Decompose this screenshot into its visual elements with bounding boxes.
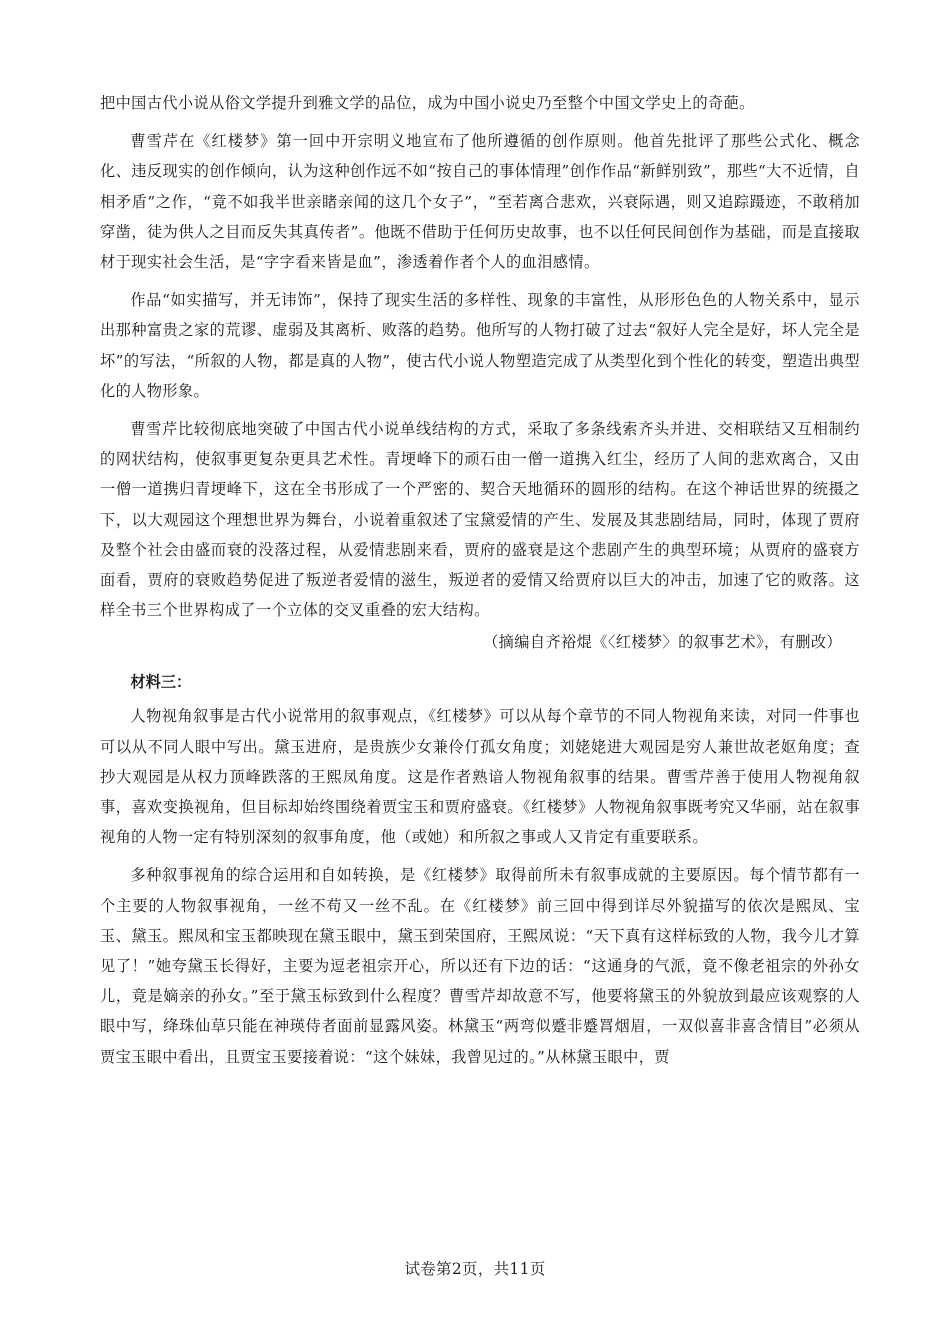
paragraph-network-structure: 曹雪芹比较彻底地突破了中国古代小说单线结构的方式，采取了多条线索齐头并进、交相联结又互相制约的网状结构，使叙事更复杂更具艺术性。青埂峰下的顽石由一僧一道携入红尘，经历了人间的悲欢离合，又由一僧一道携归青埂峰下，这在全书形成了一个严密的、契合天地循环的圆形的结构。在这个神话世界的统摄之下，以大观园这个理想世界为舞台，小说着重叙述了宝黛爱情的产生、发展及其悲剧结局，同时，体现了贾府及整个社会由盛而衰的没落过程，从爱情悲剧来看，贾府的盛衰是这个悲剧产生的典型环境；从贾府的盛衰方面看，贾府的衰败趋势促进了叛逆者爱情的滋生，叛逆者的爱情又给贾府以巨大的冲击，加速了它的败落。这样全书三个世界构成了一个立体的交叉重叠的宏大结构。 [100,420,860,620]
source-citation: （摘编自齐裕焜《〈红楼梦〉的叙事艺术》，有删改） [483,633,842,652]
document-body [100,88,860,1072]
paragraph-multiple-perspectives: 多种叙事视角的综合运用和自如转换，是《红楼梦》取得前所未有叙事成就的主要原因。每个情节都有一个主要的人物叙事视角，一丝不苟又一丝不乱。在《红楼梦》前三回中得到详尽外貌描写的依次是熙凤、宝玉、黛玉。熙凤和宝玉都映现在黛玉眼中，黛玉到荣国府，王熙凤说：“天下真有这样标致的人物，我今儿才算见了！”她夸黛玉长得好，主要为逗老祖宗开心，所以还有下边的话：“这通身的气派，竟不像老祖宗的外孙女儿，竟是嫡亲的孙女。”至于黛玉标致到什么程度？曹雪芹却故意不写，他要将黛玉的外貌放到最应该观察的人眼中写，绛珠仙草只能在神瑛侍者面前显露风姿。林黛玉“两弯似蹙非蹙罥烟眉，一双似喜非喜含情目”必须从贾宝玉眼中看出，且贾宝玉要接着说：“这个妹妹，我曾见过的。”从林黛玉眼中，贾 [100,866,860,1066]
section-title-material-three: 材料三： [130,673,192,692]
page-footer: 试卷第2页，共11页 [404,1260,546,1278]
paragraph-continuation: 把中国古代小说从俗文学提升到雅文学的品位，成为中国小说史乃至整个中国文学史上的奇葩。 [100,94,755,112]
paragraph-realistic-depiction: 作品“如实描写，并无讳饰”，保持了现实生活的多样性、现象的丰富性，从形形色色的人物关系中，显示出那种富贵之家的荒谬、虚弱及其离析、败落的趋势。他所写的人物打破了过去“叙好人完全是好，坏人完全是坏”的写法，“所叙的人物，都是真的人物”，使古代小说人物塑造完成了从类型化到个性化的转变，塑造出典型化的人物形象。 [100,291,860,400]
paragraph-creation-principle: 曹雪芹在《红楼梦》第一回中开宗明义地宣布了他所遵循的创作原则。他首先批评了那些公式化、概念化、违反现实的创作倾向，认为这种创作远不如“按自己的事体情理”创作作品“新鲜别致”，那些“大不近情，自相矛盾”之作，“竟不如我半世亲睹亲闻的这几个女子”，“至若离合悲欢，兴衰际遇，则又追踪蹑迹，不敢稍加穿凿，徒为供人之目而反失其真传者”。他既不借助于任何历史故事，也不以任何民间创作为基础，而是直接取材于现实社会生活，是“字字看来皆是血”，渗透着作者个人的血泪感情。 [100,132,860,272]
paragraph-character-perspective: 人物视角叙事是古代小说常用的叙事观点，《红楼梦》可以从每个章节的不同人物视角来读，对同一件事也可以从不同人眼中写出。黛玉进府，是贵族少女兼伶仃孤女角度；刘姥姥进大观园是穷人兼世故老妪角度；查抄大观园是从权力顶峰跌落的王熙凤角度。这是作者熟谙人物视角叙事的结果。曹雪芹善于使用人物视角叙事，喜欢变换视角，但目标却始终围绕着贾宝玉和贾府盛衰。《红楼梦》人物视角叙事既考究又华丽，站在叙事视角的人物一定有特别深刻的叙事角度，他（或她）和所叙之事或人又肯定有重要联系。 [100,707,860,847]
